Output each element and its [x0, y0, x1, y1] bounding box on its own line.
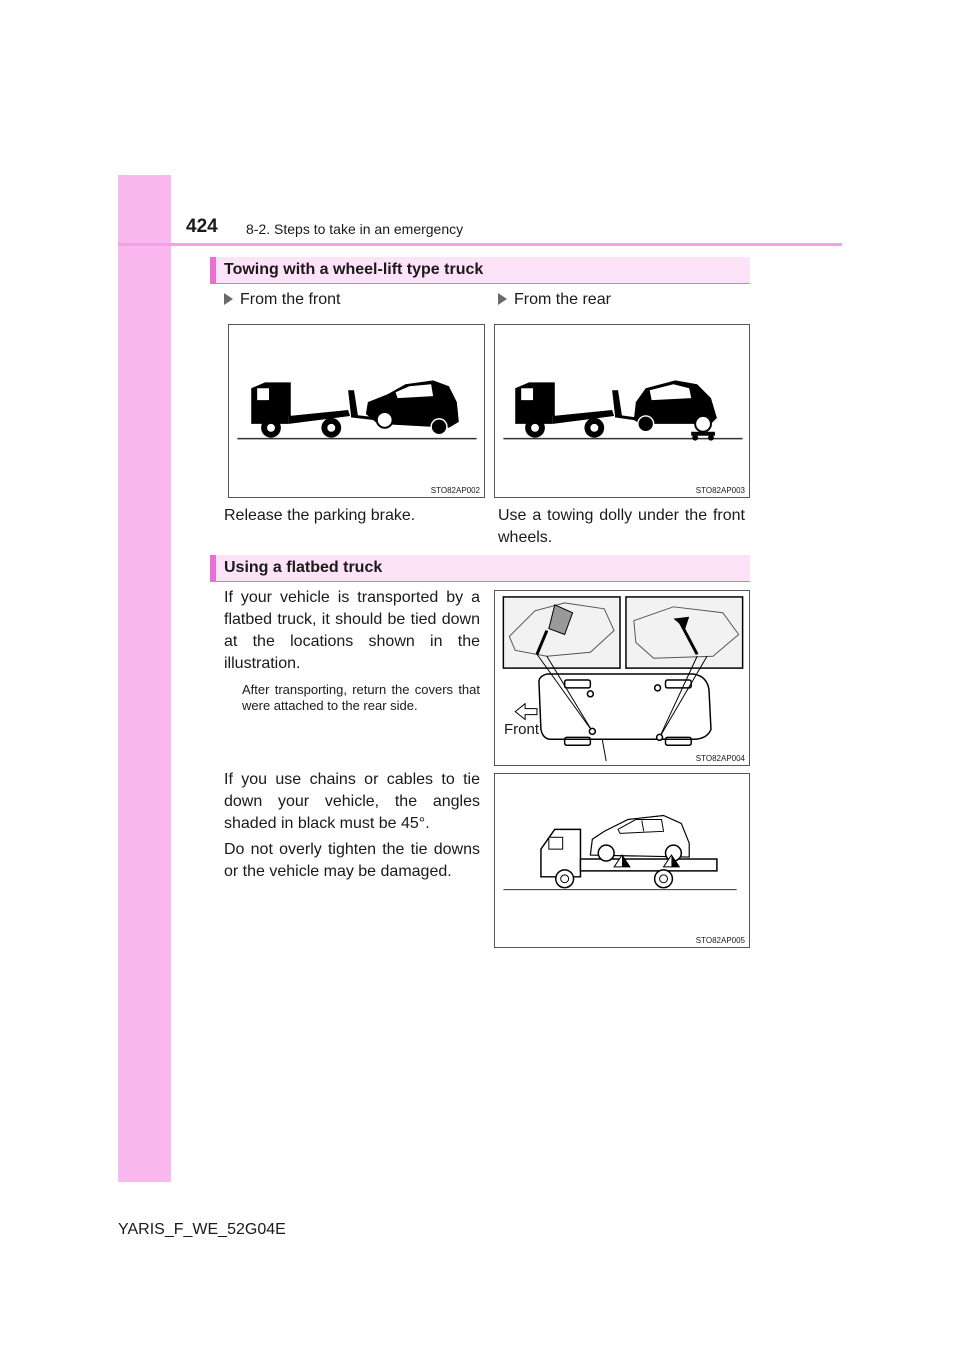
flatbed-truck-illustration	[495, 774, 749, 947]
note-covers: After transporting, return the covers that were attached to the rear side.	[242, 682, 480, 713]
tow-front-illustration	[229, 325, 484, 497]
triangle-bullet-icon	[224, 293, 233, 305]
tie-down-illustration	[495, 591, 749, 765]
page-number: 424	[186, 216, 218, 237]
front-direction-label: Front	[504, 721, 540, 738]
figure-code: STO82AP004	[695, 754, 745, 763]
figure-code: STO82AP005	[695, 936, 745, 945]
header-rule	[118, 243, 842, 246]
paragraph-flatbed: If your vehicle is transported by a flatbed truck, it should be tied down at the locations shown in the illustration.	[224, 589, 480, 672]
paragraph-chains: If you use chains or cables to tie down your vehicle, the angles shaded in black must be 45°.	[224, 771, 480, 832]
figure-code: STO82AP003	[695, 486, 745, 495]
triangle-bullet-icon	[498, 293, 507, 305]
figure-tie-down-points	[494, 590, 750, 766]
subheading-from-rear: From the rear	[498, 291, 611, 309]
paragraph-tighten: Do not overly tighten the tie downs or the vehicle may be damaged.	[224, 841, 480, 880]
tow-rear-illustration	[495, 325, 749, 497]
subheading-from-front: From the front	[224, 291, 340, 309]
section-heading-wheel-lift: Towing with a wheel-lift type truck	[210, 257, 750, 284]
sidebar-tab	[118, 175, 171, 1182]
figure-code: STO82AP002	[430, 486, 480, 495]
figure-flatbed-truck	[494, 773, 750, 948]
chapter-title: 8-2. Steps to take in an emergency	[246, 221, 464, 237]
figure-tow-rear	[494, 324, 750, 498]
caption-front: Release the parking brake.	[224, 507, 416, 524]
footer-doc-code: YARIS_F_WE_52G04E	[118, 1221, 286, 1238]
caption-rear: Use a towing dolly under the front wheels.	[498, 507, 745, 546]
figure-tow-front	[228, 324, 485, 498]
section-heading-flatbed: Using a flatbed truck	[210, 555, 750, 582]
